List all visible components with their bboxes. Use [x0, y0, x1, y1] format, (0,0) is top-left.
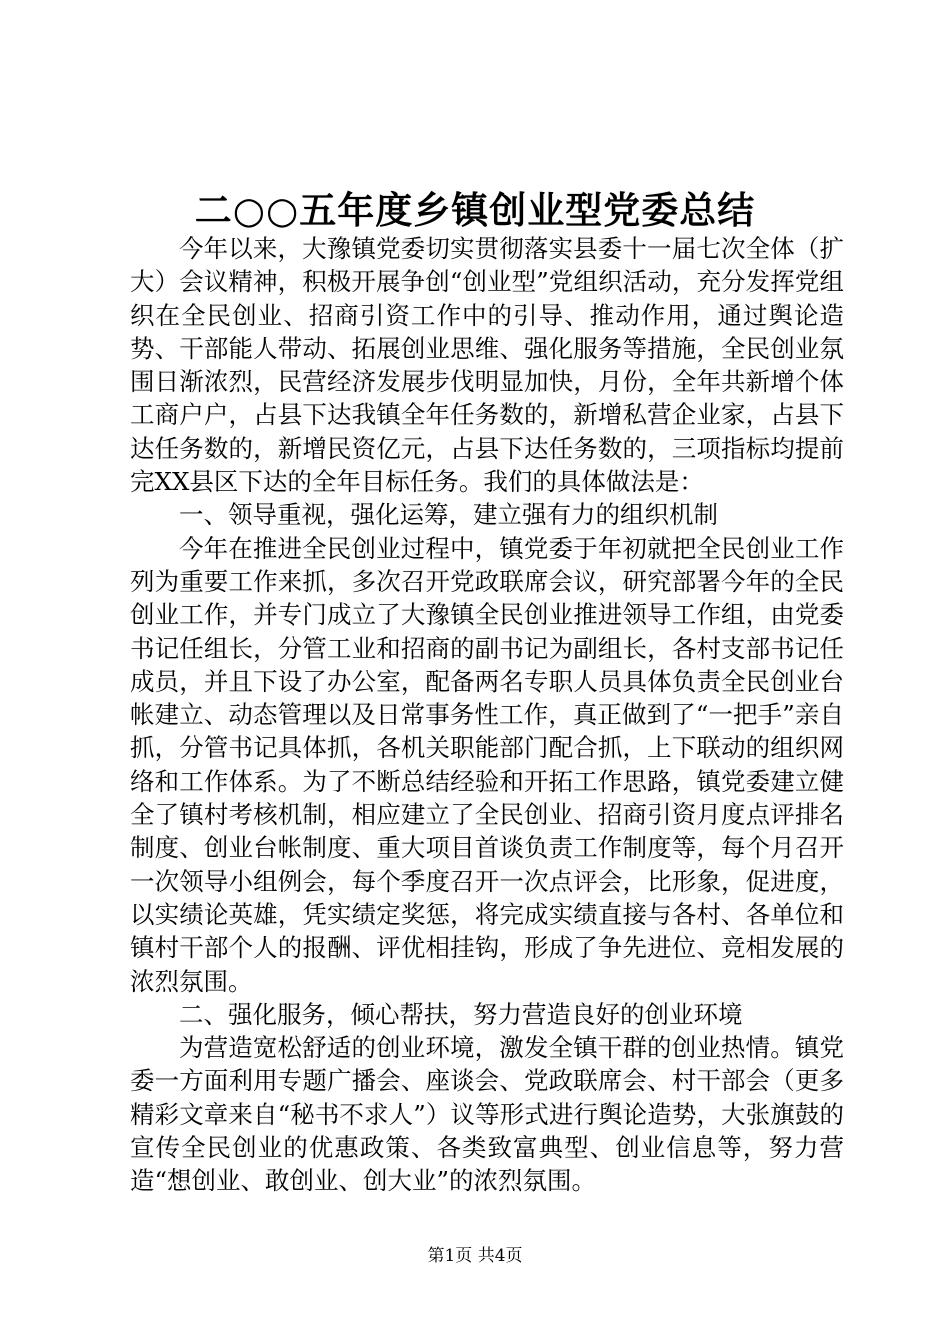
section-heading-1: 一、领导重视，强化运筹，建立强有力的组织机制	[179, 500, 718, 530]
document-title: 二○○五年度乡镇创业型党委总结	[194, 188, 756, 232]
page-number-footer: 第1页 共4页	[427, 1246, 523, 1266]
paragraph-section-2: 为营造宽松舒适的创业环境，激发全镇干群的创业热情。镇党委一方面利用专题广播会、座谈会、党政联席会、村干部会（更多精彩文章来自“秘书不求人”）议等形式进行舆论造势，大张旗鼓的宣传全民创业的优惠政策、各类致富典型、创业信息等，努力营造“想创业、敢创业、创大业”的浓烈氛围。	[130, 1033, 844, 1196]
paragraph-intro: 今年以来，大豫镇党委切实贯彻落实县委十一届七次全体（扩大）会议精神，积极开展争创“创业型”党组织活动，充分发挥党组织在全民创业、招商引资工作中的引导、推动作用，通过舆论造势、干部能人带动、拓展创业思维、强化服务等措施，全民创业氛围日渐浓烈，民营经济发展步伐明显加快，月份，全年共新增个体工商户户，占县下达我镇全年任务数的，新增私营企业家，占县下达任务数的，新增民资亿元，占县下达任务数的，三项指标均提前完XX县区下达的全年目标任务。我们的具体做法是：	[130, 234, 844, 497]
paragraph-section-1: 今年在推进全民创业过程中，镇党委于年初就把全民创业工作列为重要工作来抓，多次召开党政联席会议，研究部署今年的全民创业工作，并专门成立了大豫镇全民创业推进领导工作组，由党委书记任组长，分管工业和招商的副书记为副组长，各村支部书记任成员，并且下设了办公室，配备两名专职人员具体负责全民创业台帐建立、动态管理以及日常事务性工作，真正做到了“一把手”亲自抓，分管书记具体抓，各机关职能部门配合抓，上下联动的组织网络和工作体系。为了不断总结经验和开拓工作思路，镇党委建立健全了镇村考核机制，相应建立了全民创业、招商引资月度点评排名制度、创业台帐制度、重大项目首谈负责工作制度等，每个月召开一次领导小组例会，每个季度召开一次点评会，比形象，促进度，以实绩论英雄，凭实绩定奖惩，将完成实绩直接与各村、各单位和镇村干部个人的报酬、评优相挂钩，形成了争先进位、竞相发展的浓烈氛围。	[130, 533, 844, 996]
document-body	[130, 232, 844, 1198]
section-heading-2: 二、强化服务，倾心帮扶，努力营造良好的创业环境	[179, 999, 743, 1029]
